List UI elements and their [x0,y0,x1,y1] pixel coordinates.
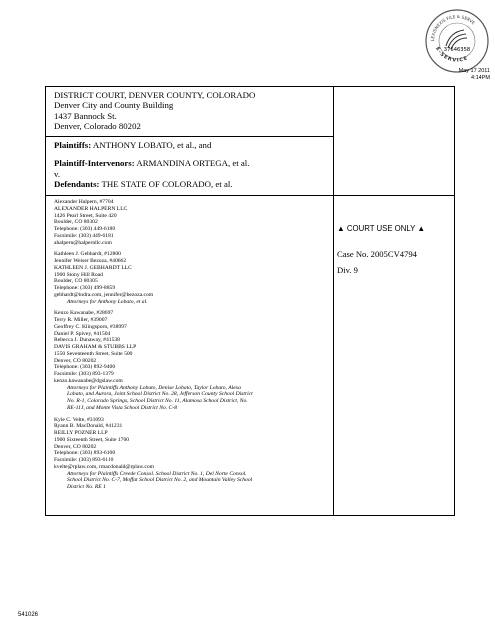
intervenors-value: ARMANDINA ORTEGA, et al. [136,158,250,169]
attorney-representation-note: Lobato, and Aurora, Joint School District No. 28, Jefferson County School District [67,391,253,398]
attorney-line: 1426 Pearl Street, Suite 420 [54,212,117,219]
seal-bottom-text: E-SERVICE [434,46,470,64]
attorney-blocks [54,199,336,491]
seal-id-number: 37646358 [443,47,471,53]
attorney-block [54,310,336,411]
court-city: Denver, Colorado 80202 [54,121,141,132]
attorney-line: Geoffrey C. Klingsporn, #38997 [54,323,127,330]
court-info [54,90,255,132]
attorney-line: Jennifer Weiser Bezoza, #40662 [54,258,127,264]
attorney-block [54,417,336,491]
attorney-line: Facsimile: (303) 893-1379 [54,371,114,377]
attorney-line: Kenzo Kawanabe, #28697 [54,310,114,317]
court-name: DISTRICT COURT, DENVER COUNTY, COLORADO [54,90,256,100]
attorney-line: ALEXANDER HALPERN LLC [54,205,128,212]
attorney-line: kenzo.kawanabe@dgslaw.com [54,377,123,384]
case-number: Case No. 2005CV4794 [337,249,417,259]
intervenors-label: Plaintiff-Intervenors: [54,158,135,169]
plaintiffs-value: ANTHONY LOBATO, et al., and [92,140,212,150]
attorney-line: Denver, CO 80202 [54,357,97,364]
attorney-line: 1900 Stony Hill Road [54,271,103,278]
attorney-line: Daniel P. Spivey, #41504 [54,330,111,337]
attorney-representation-note: Attorneys for Anthony Lobato, et al. [67,298,148,305]
attorney-line: Facsimile: (303) 449-6181 [54,232,114,239]
attorney-representation-note: Attorneys for Plaintiffs Anthony Lobato, Denise Lobato, Taylor Lobato, Alexa [67,384,241,391]
attorney-representation-note: School District No. C-7, Moffat School District No. 2, and Mountain Valley School [67,477,253,484]
caption-divider-court [46,136,333,137]
attorney-line: Rebecca J. Dunaway, #41538 [54,337,120,344]
attorney-line: Ryann B. MacDonald, #41231 [54,423,123,430]
attorney-block [54,199,336,246]
attorney-line: ahalpern@halpernllc.com [54,239,112,246]
stamp-date: May 17 2011 [458,68,490,74]
attorney-line: Terry R. Miller, #39007 [54,317,108,323]
seal-top-text: LEXISNEXIS FILE & SERVE [429,13,476,42]
caption-divider-parties [46,195,333,196]
attorney-block [54,251,336,305]
attorney-line: Denver, CO 80202 [54,443,97,450]
stamp-time: 4:14PM [471,75,490,81]
division: Div. 9 [337,265,358,275]
attorney-line: gebhardt@indra.com, jennifer@bezoza.com [54,291,154,298]
attorney-line: kvelte@rplaw.com, rmacdonald@rplaw.com [54,463,154,470]
attorney-representation-note: District No. RE 1 [67,484,106,490]
attorney-line: REILLY POZNER LLP [54,430,108,436]
attorney-representation-note: No. R-1, Colorado Springs, School District No. 11, Alamosa School District, No. [67,398,248,404]
attorney-line: Telephone: (303) 892-9400 [54,364,116,371]
versus: v. [54,168,61,179]
document-id: 541026 [18,612,39,618]
attorney-representation-note: Attorneys for Plaintiffs Creede Consol. School District No. 1, Del Norte Consol. [67,470,247,477]
attorney-line: Boulder, CO 80305 [54,278,98,285]
intervenors-line [54,158,249,168]
attorney-line: Facsimile: (303) 893-6110 [54,457,114,463]
e-service-seal [424,8,490,74]
attorney-line: 1550 Seventeenth Street, Suite 500 [54,350,133,357]
case-info [337,246,417,278]
attorney-line: Kathleen J. Gebhardt, #12800 [54,251,121,258]
attorney-line: KATHLEEN J. GEBHARDT LLC [54,264,132,271]
court-use-only-label: ▲ COURT USE ONLY ▲ [337,224,426,233]
attorney-line: Telephone: (303) 499-8859 [54,285,116,291]
stamp-datetime [420,68,490,82]
attorney-line: Kyle C. Velte, #31093 [54,416,104,423]
caption-divider-right [333,195,455,196]
attorney-line: Telephone: (303) 893-6100 [54,450,116,457]
attorney-line: 1900 Sixteenth Street, Suite 1700 [54,436,130,443]
plaintiffs-line [54,140,249,150]
attorney-line: DAVIS GRAHAM & STUBBS LLP [54,344,137,350]
court-building: Denver City and County Building [54,100,174,111]
attorney-line: Boulder, CO 80302 [54,219,98,226]
court-street: 1437 Bannock St. [54,110,117,121]
parties [54,140,249,190]
defendants-line [54,179,249,189]
attorney-line: Telephone: (303) 449-6180 [54,226,116,232]
defendants-value: THE STATE OF COLORADO, et al. [101,179,233,190]
defendants-label: Defendants: [54,179,100,190]
plaintiffs-label: Plaintiffs: [54,140,92,150]
attorney-line: Alexander Halpern, #7704 [54,199,114,205]
attorney-representation-note: RE-11J, and Monte Vista School District No. C-8 [67,404,177,411]
